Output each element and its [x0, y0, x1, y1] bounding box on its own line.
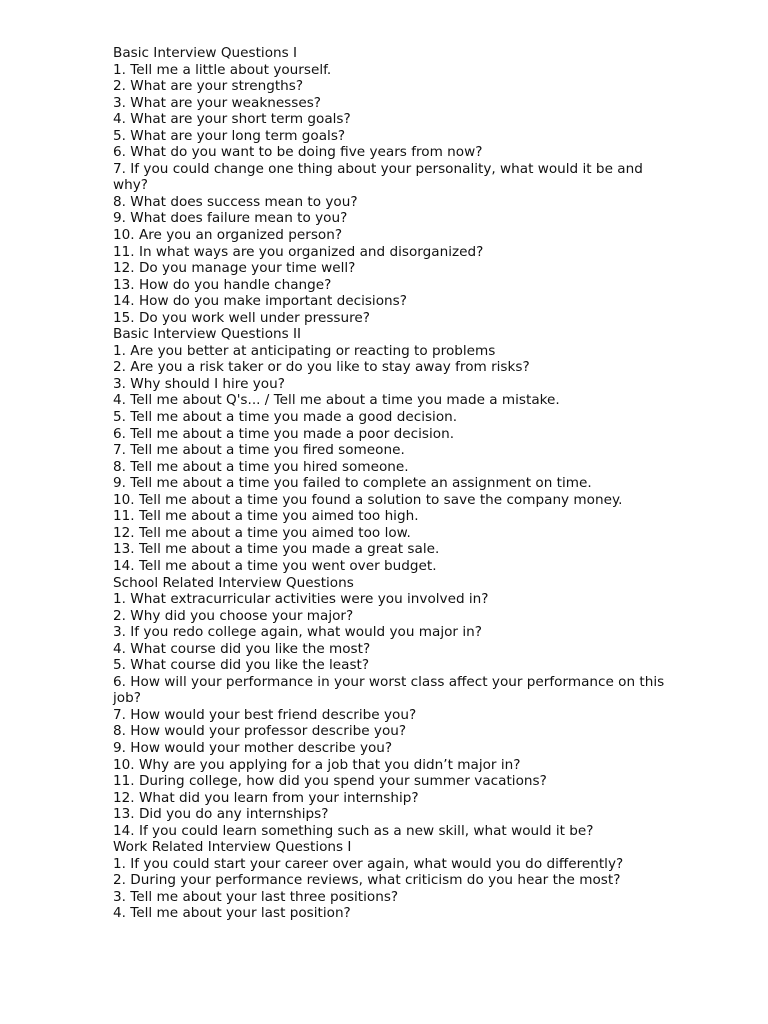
question-item: 3. What are your weaknesses?	[113, 94, 322, 111]
document-page	[113, 45, 673, 922]
question-item: 11. In what ways are you organized and disorganized?	[113, 243, 484, 260]
question-item: 14. If you could learn something such as a new skill, what would it be?	[113, 822, 594, 839]
section-work-1	[113, 839, 673, 922]
question-item: 1. Are you better at anticipating or reacting to problems	[113, 342, 496, 359]
question-item: 13. Did you do any internships?	[113, 806, 329, 823]
question-item: 12. Do you manage your time well?	[113, 260, 356, 277]
question-item: 1. What extracurricular activities were you involved in?	[113, 591, 489, 608]
question-item: 13. Tell me about a time you made a great sale.	[113, 541, 440, 558]
question-item: 2. What are your strengths?	[113, 78, 304, 95]
question-item: 3. If you redo college again, what would you major in?	[113, 624, 482, 641]
question-item: 12. Tell me about a time you aimed too low.	[113, 524, 411, 541]
question-item: 2. Why did you choose your major?	[113, 607, 354, 624]
question-item: 1. If you could start your career over again, what would you do differently?	[113, 855, 624, 872]
question-item: 5. Tell me about a time you made a good decision.	[113, 409, 458, 426]
question-item: 6. Tell me about a time you made a poor decision.	[113, 425, 455, 442]
question-item: 4. Tell me about your last position?	[113, 905, 351, 922]
question-item: 4. What course did you like the most?	[113, 640, 371, 657]
question-item: 7. If you could change one thing about your personality, what would it be and why?	[113, 160, 643, 194]
question-item: 7. How would your best friend describe you?	[113, 706, 417, 723]
question-item: 14. How do you make important decisions?	[113, 293, 407, 310]
question-item: 8. How would your professor describe you?	[113, 723, 407, 740]
section-basic-2	[113, 326, 673, 574]
question-item: 10. Why are you applying for a job that you didn’t major in?	[113, 756, 521, 773]
section-basic-1	[113, 45, 673, 326]
question-item: 11. During college, how did you spend your summer vacations?	[113, 773, 547, 790]
section-heading: School Related Interview Questions	[113, 574, 354, 591]
question-item: 6. What do you want to be doing five years from now?	[113, 144, 483, 161]
question-item: 1. Tell me a little about yourself.	[113, 61, 332, 78]
question-item: 6. How will your performance in your worst class affect your performance on this job?	[113, 673, 665, 707]
question-item: 7. Tell me about a time you fired someone.	[113, 442, 405, 459]
question-item: 14. Tell me about a time you went over budget.	[113, 557, 437, 574]
question-item: 9. How would your mother describe you?	[113, 739, 393, 756]
question-item: 2. Are you a risk taker or do you like to stay away from risks?	[113, 359, 530, 376]
question-item: 4. What are your short term goals?	[113, 111, 351, 128]
question-item: 10. Tell me about a time you found a solution to save the company money.	[113, 491, 623, 508]
section-heading: Work Related Interview Questions I	[113, 839, 352, 856]
question-item: 12. What did you learn from your internship?	[113, 789, 419, 806]
question-item: 9. Tell me about a time you failed to complete an assignment on time.	[113, 475, 592, 492]
question-item: 13. How do you handle change?	[113, 276, 332, 293]
question-item: 5. What course did you like the least?	[113, 657, 370, 674]
question-item: 10. Are you an organized person?	[113, 227, 343, 244]
question-item: 8. What does success mean to you?	[113, 193, 358, 210]
question-item: 8. Tell me about a time you hired someone.	[113, 458, 409, 475]
question-item: 15. Do you work well under pressure?	[113, 309, 370, 326]
question-item: 4. Tell me about Q's... / Tell me about a time you made a mistake.	[113, 392, 560, 409]
section-heading: Basic Interview Questions I	[113, 45, 298, 61]
question-item: 11. Tell me about a time you aimed too high.	[113, 508, 419, 525]
section-heading: Basic Interview Questions II	[113, 326, 302, 343]
question-item: 2. During your performance reviews, what criticism do you hear the most?	[113, 872, 621, 889]
question-item: 3. Tell me about your last three positions?	[113, 888, 399, 905]
section-school	[113, 575, 673, 840]
question-item: 5. What are your long term goals?	[113, 127, 346, 144]
question-item: 9. What does failure mean to you?	[113, 210, 348, 227]
question-item: 3. Why should I hire you?	[113, 375, 285, 392]
